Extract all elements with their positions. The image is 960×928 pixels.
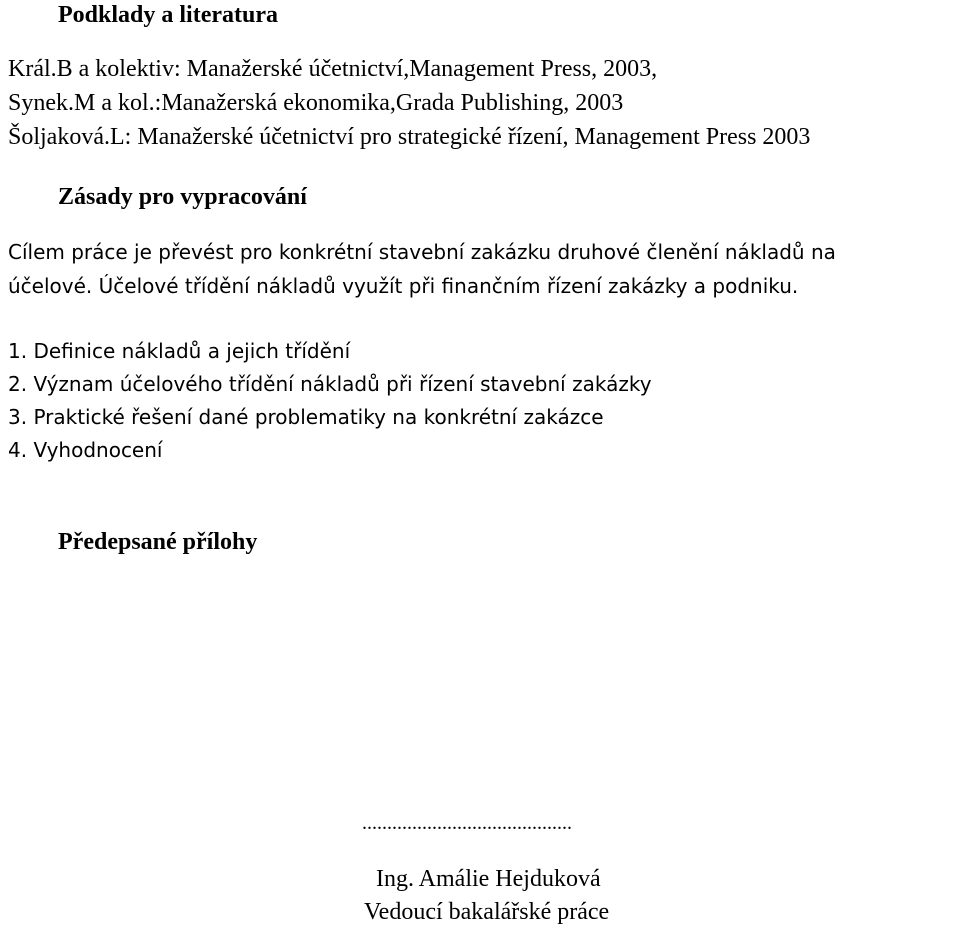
- principles-paragraph-line: Cílem práce je převést pro konkrétní stavební zakázku druhové členění nákladů na: [8, 240, 836, 264]
- principles-paragraph-line: účelové. Účelové třídění nákladů využít při finančním řízení zakázky a podniku.: [8, 274, 799, 298]
- principles-heading: Zásady pro vypracování: [58, 184, 307, 210]
- literature-item: Šoljaková.L: Manažerské účetnictví pro strategické řízení, Management Press 2003: [8, 124, 811, 150]
- outline-item: 3. Praktické řešení dané problematiky na konkrétní zakázce: [8, 405, 604, 429]
- literature-item: Synek.M a kol.:Manažerská ekonomika,Grada Publishing, 2003: [8, 90, 624, 116]
- signature-role: Vedoucí bakalářské práce: [364, 899, 610, 925]
- attachments-heading: Předepsané přílohy: [58, 529, 258, 555]
- literature-item: Král.B a kolektiv: Manažerské účetnictví,Management Press, 2003,: [8, 56, 658, 82]
- signature-dots: ..........................................: [362, 812, 572, 834]
- outline-item: 1. Definice nákladů a jejich třídění: [8, 339, 351, 363]
- signature-name: Ing. Amálie Hejduková: [376, 866, 601, 892]
- outline-item: 4. Vyhodnocení: [8, 438, 163, 462]
- outline-item: 2. Význam účelového třídění nákladů při řízení stavební zakázky: [8, 372, 652, 396]
- literature-heading: Podklady a literatura: [58, 2, 278, 28]
